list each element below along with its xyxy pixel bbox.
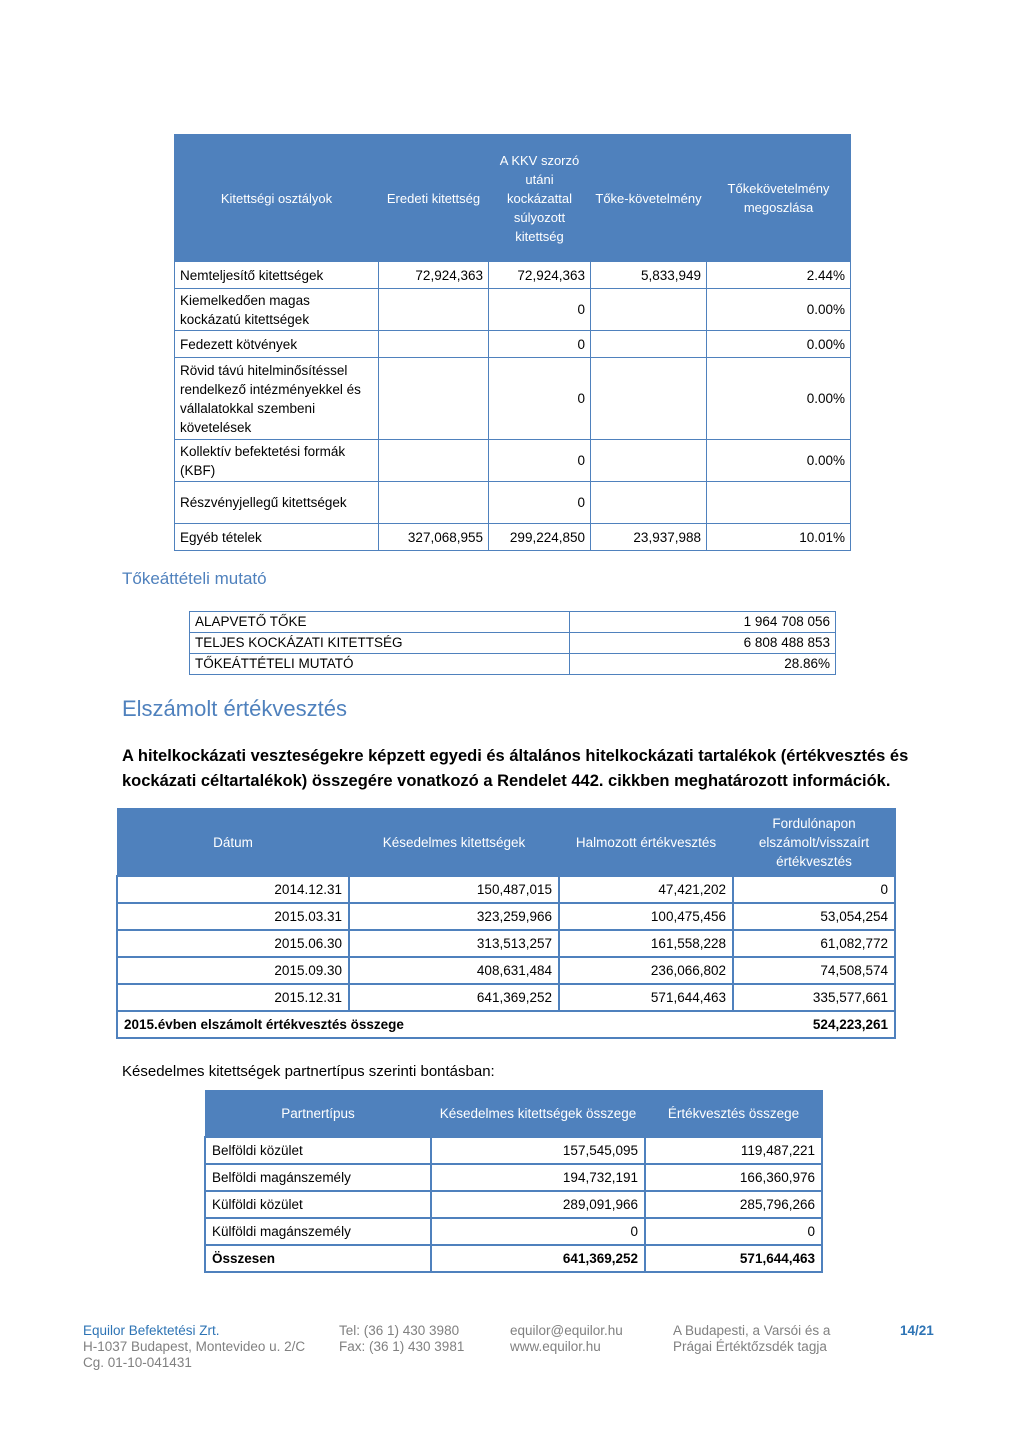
partner-total-row: [205, 1245, 822, 1272]
table-row: [205, 1137, 822, 1164]
row-label: Nemteljesítő kitettségek: [175, 262, 379, 289]
footer-phone-block: [339, 1323, 464, 1355]
table-row: [175, 482, 851, 524]
table-row: [175, 524, 851, 551]
row-label: Kollektív befektetési formák (KBF): [175, 440, 379, 482]
header-accumulated: Halmozott értékvesztés: [559, 809, 733, 877]
footer-web-link[interactable]: www.equilor.hu: [510, 1339, 601, 1354]
overdue-cell: 408,631,484: [349, 957, 559, 984]
capital-share: 2.44%: [707, 262, 851, 289]
row-label: Kiemelkedően magas kockázatú kitettségek: [175, 289, 379, 331]
original-exposure: [379, 482, 489, 524]
total-value: 524,223,261: [733, 1011, 895, 1038]
impairment-header-row: [117, 809, 895, 877]
leverage-label: TELJES KOCKÁZATI KITETTSÉG: [190, 633, 570, 654]
weighted-exposure: 299,224,850: [489, 524, 591, 551]
table-row: [190, 633, 836, 654]
original-exposure: [379, 289, 489, 331]
original-exposure: 72,924,363: [379, 262, 489, 289]
capital-share: 0.00%: [707, 358, 851, 440]
partner-total-overdue: 641,369,252: [431, 1245, 645, 1272]
row-label: Fedezett kötvények: [175, 331, 379, 358]
total-label: 2015.évben elszámolt értékvesztés összege: [117, 1011, 733, 1038]
header-period: Fordulónapon elszámolt/visszaírt értékvesztés: [733, 809, 895, 877]
header-capital-share: Tőkekövetelmény megoszlása: [707, 135, 851, 262]
partner-overdue: 157,545,095: [431, 1137, 645, 1164]
overdue-cell: 313,513,257: [349, 930, 559, 957]
header-date: Dátum: [117, 809, 349, 877]
row-label: Részvényjellegű kitettségek: [175, 482, 379, 524]
footer-exchange-line2: Prágai Értéktőzsdék tagja: [673, 1339, 827, 1354]
weighted-exposure: 0: [489, 289, 591, 331]
partner-note: Késedelmes kitettségek partnertípus szerinti bontásban:: [122, 1063, 495, 1080]
period-cell: 0: [733, 876, 895, 903]
partner-type: Külföldi magánszemély: [205, 1218, 431, 1245]
header-capital-requirement: Tőke-követelmény: [591, 135, 707, 262]
table-row: [117, 957, 895, 984]
accumulated-cell: 571,644,463: [559, 984, 733, 1011]
overdue-cell: 323,259,966: [349, 903, 559, 930]
original-exposure: 327,068,955: [379, 524, 489, 551]
leverage-value: 28.86%: [570, 654, 836, 675]
capital-requirement: [591, 440, 707, 482]
partner-impairment: 285,796,266: [645, 1191, 822, 1218]
leverage-value: 6 808 488 853: [570, 633, 836, 654]
footer-email-link[interactable]: equilor@equilor.hu: [510, 1323, 623, 1338]
capital-share: 10.01%: [707, 524, 851, 551]
accumulated-cell: 161,558,228: [559, 930, 733, 957]
footer-fax: Fax: (36 1) 430 3981: [339, 1339, 465, 1354]
partner-type: Belföldi közület: [205, 1137, 431, 1164]
partner-overdue: 194,732,191: [431, 1164, 645, 1191]
partner-impairment: 119,487,221: [645, 1137, 822, 1164]
table-row: [175, 358, 851, 440]
partner-total-label: Összesen: [205, 1245, 431, 1272]
partner-impairment: 0: [645, 1218, 822, 1245]
leverage-value: 1 964 708 056: [570, 612, 836, 633]
accumulated-cell: 100,475,456: [559, 903, 733, 930]
table-row: [175, 331, 851, 358]
period-cell: 74,508,574: [733, 957, 895, 984]
header-weighted-exposure: A KKV szorzó utáni kockázattal súlyozott kitettség: [489, 135, 591, 262]
header-exposure-class: Kitettségi osztályok: [175, 135, 379, 262]
date-cell: 2015.03.31: [117, 903, 349, 930]
footer-company-block: [83, 1323, 305, 1371]
capital-requirement: 5,833,949: [591, 262, 707, 289]
table-row: [117, 984, 895, 1011]
accumulated-cell: 47,421,202: [559, 876, 733, 903]
partner-impairment: 166,360,976: [645, 1164, 822, 1191]
capital-share: 0.00%: [707, 289, 851, 331]
footer-exchange-line1: A Budapesti, a Varsói és a: [673, 1323, 831, 1338]
period-cell: 61,082,772: [733, 930, 895, 957]
overdue-cell: 150,487,015: [349, 876, 559, 903]
period-cell: 335,577,661: [733, 984, 895, 1011]
impairment-intro: A hitelkockázati veszteségekre képzett egyedi és általános hitelkockázati tartalékok (értékvesztés és kockázati céltartalékok) összegére vonatkozó a Rendelet 442. cikkben meghatározott információk.: [122, 747, 909, 790]
impairment-table: [116, 808, 896, 1039]
impairment-heading: Elszámolt értékvesztés: [122, 696, 347, 721]
leverage-heading: Tőkeáttételi mutató: [122, 569, 267, 588]
header-impairment-sum: Értékvesztés összege: [645, 1091, 822, 1138]
table-row: [117, 876, 895, 903]
table-row: [190, 612, 836, 633]
weighted-exposure: 72,924,363: [489, 262, 591, 289]
capital-share: 0.00%: [707, 331, 851, 358]
header-original-exposure: Eredeti kitettség: [379, 135, 489, 262]
table-row: [175, 289, 851, 331]
partner-overdue: 289,091,966: [431, 1191, 645, 1218]
capital-requirement: 23,937,988: [591, 524, 707, 551]
footer-registry: Cg. 01-10-041431: [83, 1355, 192, 1370]
overdue-cell: 641,369,252: [349, 984, 559, 1011]
partner-type: Belföldi magánszemély: [205, 1164, 431, 1191]
table-row: [205, 1218, 822, 1245]
date-cell: 2015.06.30: [117, 930, 349, 957]
weighted-exposure: 0: [489, 482, 591, 524]
date-cell: 2014.12.31: [117, 876, 349, 903]
table-row: [175, 262, 851, 289]
period-cell: 53,054,254: [733, 903, 895, 930]
row-label: Egyéb tételek: [175, 524, 379, 551]
date-cell: 2015.12.31: [117, 984, 349, 1011]
page-number: 14/21: [900, 1323, 934, 1338]
partner-overdue: 0: [431, 1218, 645, 1245]
header-partner-type: Partnertípus: [205, 1091, 431, 1138]
table-row: [175, 440, 851, 482]
footer-tel: Tel: (36 1) 430 3980: [339, 1323, 460, 1338]
header-overdue: Késedelmes kitettségek: [349, 809, 559, 877]
partner-header-row: [205, 1091, 822, 1138]
capital-requirement: [591, 358, 707, 440]
capital-share: [707, 482, 851, 524]
capital-requirement: [591, 331, 707, 358]
footer-company-name: Equilor Befektetési Zrt.: [83, 1323, 220, 1338]
table-row: [117, 930, 895, 957]
table-row: [205, 1191, 822, 1218]
row-label: Rövid távú hitelminősítéssel rendelkező intézményekkel és vállalatokkal szembeni követelések: [175, 358, 379, 440]
accumulated-cell: 236,066,802: [559, 957, 733, 984]
capital-share: 0.00%: [707, 440, 851, 482]
weighted-exposure: 0: [489, 358, 591, 440]
exposure-class-table: [174, 134, 851, 551]
impairment-total-row: [117, 1011, 895, 1038]
weighted-exposure: 0: [489, 440, 591, 482]
original-exposure: [379, 358, 489, 440]
table-row: [205, 1164, 822, 1191]
leverage-label: ALAPVETŐ TŐKE: [190, 612, 570, 633]
header-overdue-sum: Késedelmes kitettségek összege: [431, 1091, 645, 1138]
leverage-label: TŐKEÁTTÉTELI MUTATÓ: [190, 654, 570, 675]
original-exposure: [379, 331, 489, 358]
footer-contact-block: [510, 1323, 623, 1355]
date-cell: 2015.09.30: [117, 957, 349, 984]
exposure-header-row: [175, 135, 851, 262]
weighted-exposure: 0: [489, 331, 591, 358]
original-exposure: [379, 440, 489, 482]
partner-table: [204, 1090, 823, 1273]
partner-type: Külföldi közület: [205, 1191, 431, 1218]
table-row: [190, 654, 836, 675]
footer-exchange-block: [673, 1323, 830, 1355]
partner-total-impairment: 571,644,463: [645, 1245, 822, 1272]
capital-requirement: [591, 482, 707, 524]
footer-address: H-1037 Budapest, Montevideo u. 2/C: [83, 1339, 306, 1354]
capital-requirement: [591, 289, 707, 331]
leverage-table: [189, 611, 836, 675]
table-row: [117, 903, 895, 930]
